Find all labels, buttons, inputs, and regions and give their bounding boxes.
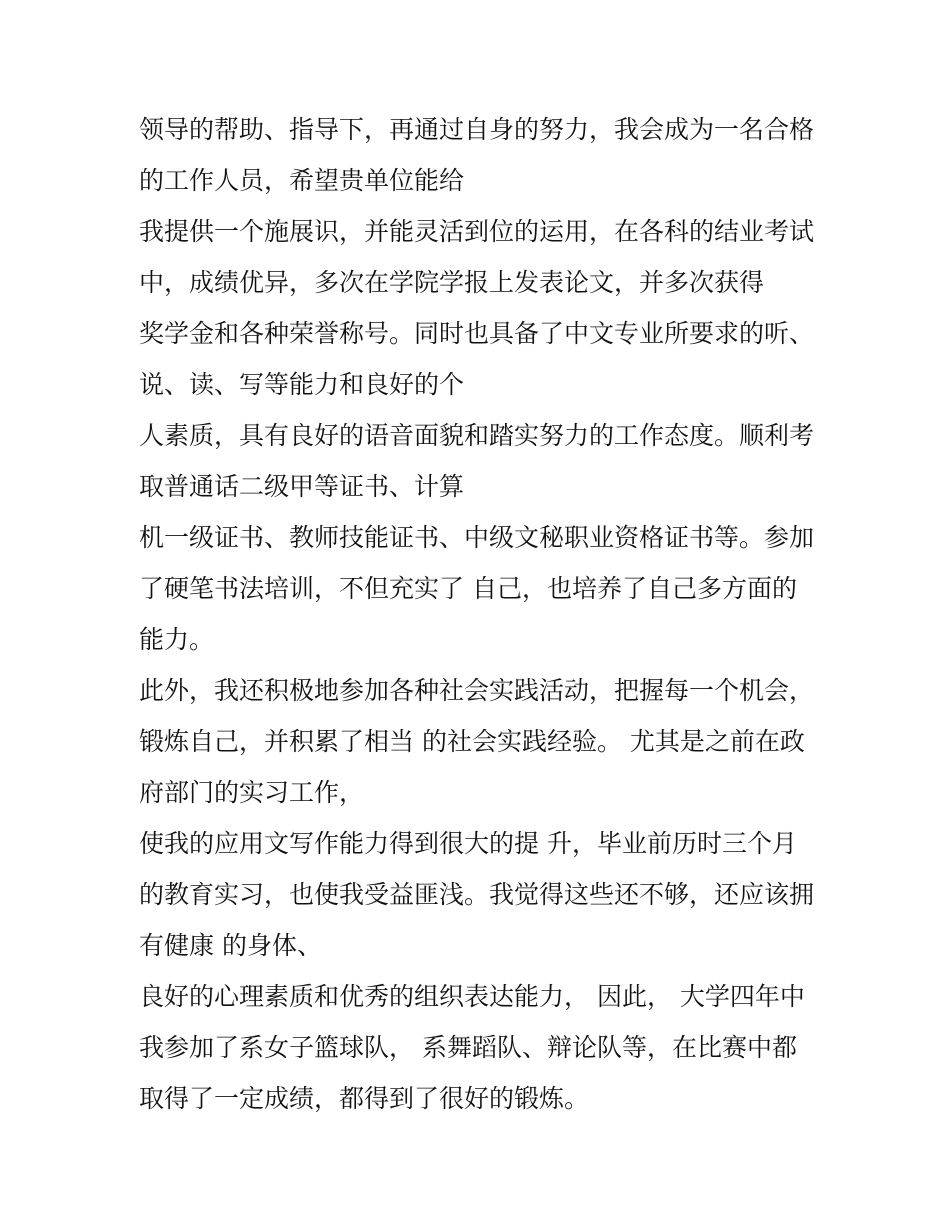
text-line-1: 领导的帮助、指导下，再通过自身的努力，我会成为一名合格 xyxy=(139,115,815,144)
text-line-15: 使我的应用文写作能力得到很大的提 升，毕业前历时三个月 xyxy=(139,829,797,858)
text-line-13: 锻炼自己，并积累了相当 的社会实践经验。 尤其是之前在政 xyxy=(139,727,805,756)
text-line-14: 府部门的实习工作， xyxy=(139,778,365,807)
text-line-19: 我参加了系女子篮球队， 系舞蹈队、辩论队等，在比赛中都 xyxy=(139,1033,797,1062)
text-line-4: 中，成绩优异，多次在学院学报上发表论文，并多次获得 xyxy=(139,268,765,297)
text-line-2: 的工作人员，希望贵单位能给 xyxy=(139,166,465,195)
text-line-7: 人素质，具有良好的语音面貌和踏实努力的工作态度。顺利考 xyxy=(139,421,815,450)
text-line-18: 良好的心理素质和优秀的组织表达能力， 因此， 大学四年中 xyxy=(139,982,805,1011)
text-line-5: 奖学金和各种荣誉称号。同时也具备了中文专业所要求的听、 xyxy=(139,319,815,348)
text-line-3: 我提供一个施展识，并能灵活到位的运用，在各科的结业考试 xyxy=(139,217,815,246)
text-line-8: 取普通话二级甲等证书、计算 xyxy=(139,472,465,501)
text-line-6: 说、读、写等能力和良好的个 xyxy=(139,370,465,399)
text-line-17: 有健康 的身体、 xyxy=(139,931,322,960)
text-line-20: 取得了一定成绩，都得到了很好的锻炼。 xyxy=(139,1084,590,1113)
document-body xyxy=(139,108,829,1128)
text-line-9: 机一级证书、教师技能证书、中级文秘职业资格证书等。参加 xyxy=(139,523,815,552)
text-line-10: 了硬笔书法培训，不但充实了 自己，也培养了自己多方面的 xyxy=(139,574,797,603)
text-line-12: 此外，我还积极地参加各种社会实践活动，把握每一个机会， xyxy=(139,676,815,705)
text-line-11: 能力。 xyxy=(139,625,215,654)
text-line-16: 的教育实习，也使我受益匪浅。我觉得这些还不够，还应该拥 xyxy=(139,880,815,909)
